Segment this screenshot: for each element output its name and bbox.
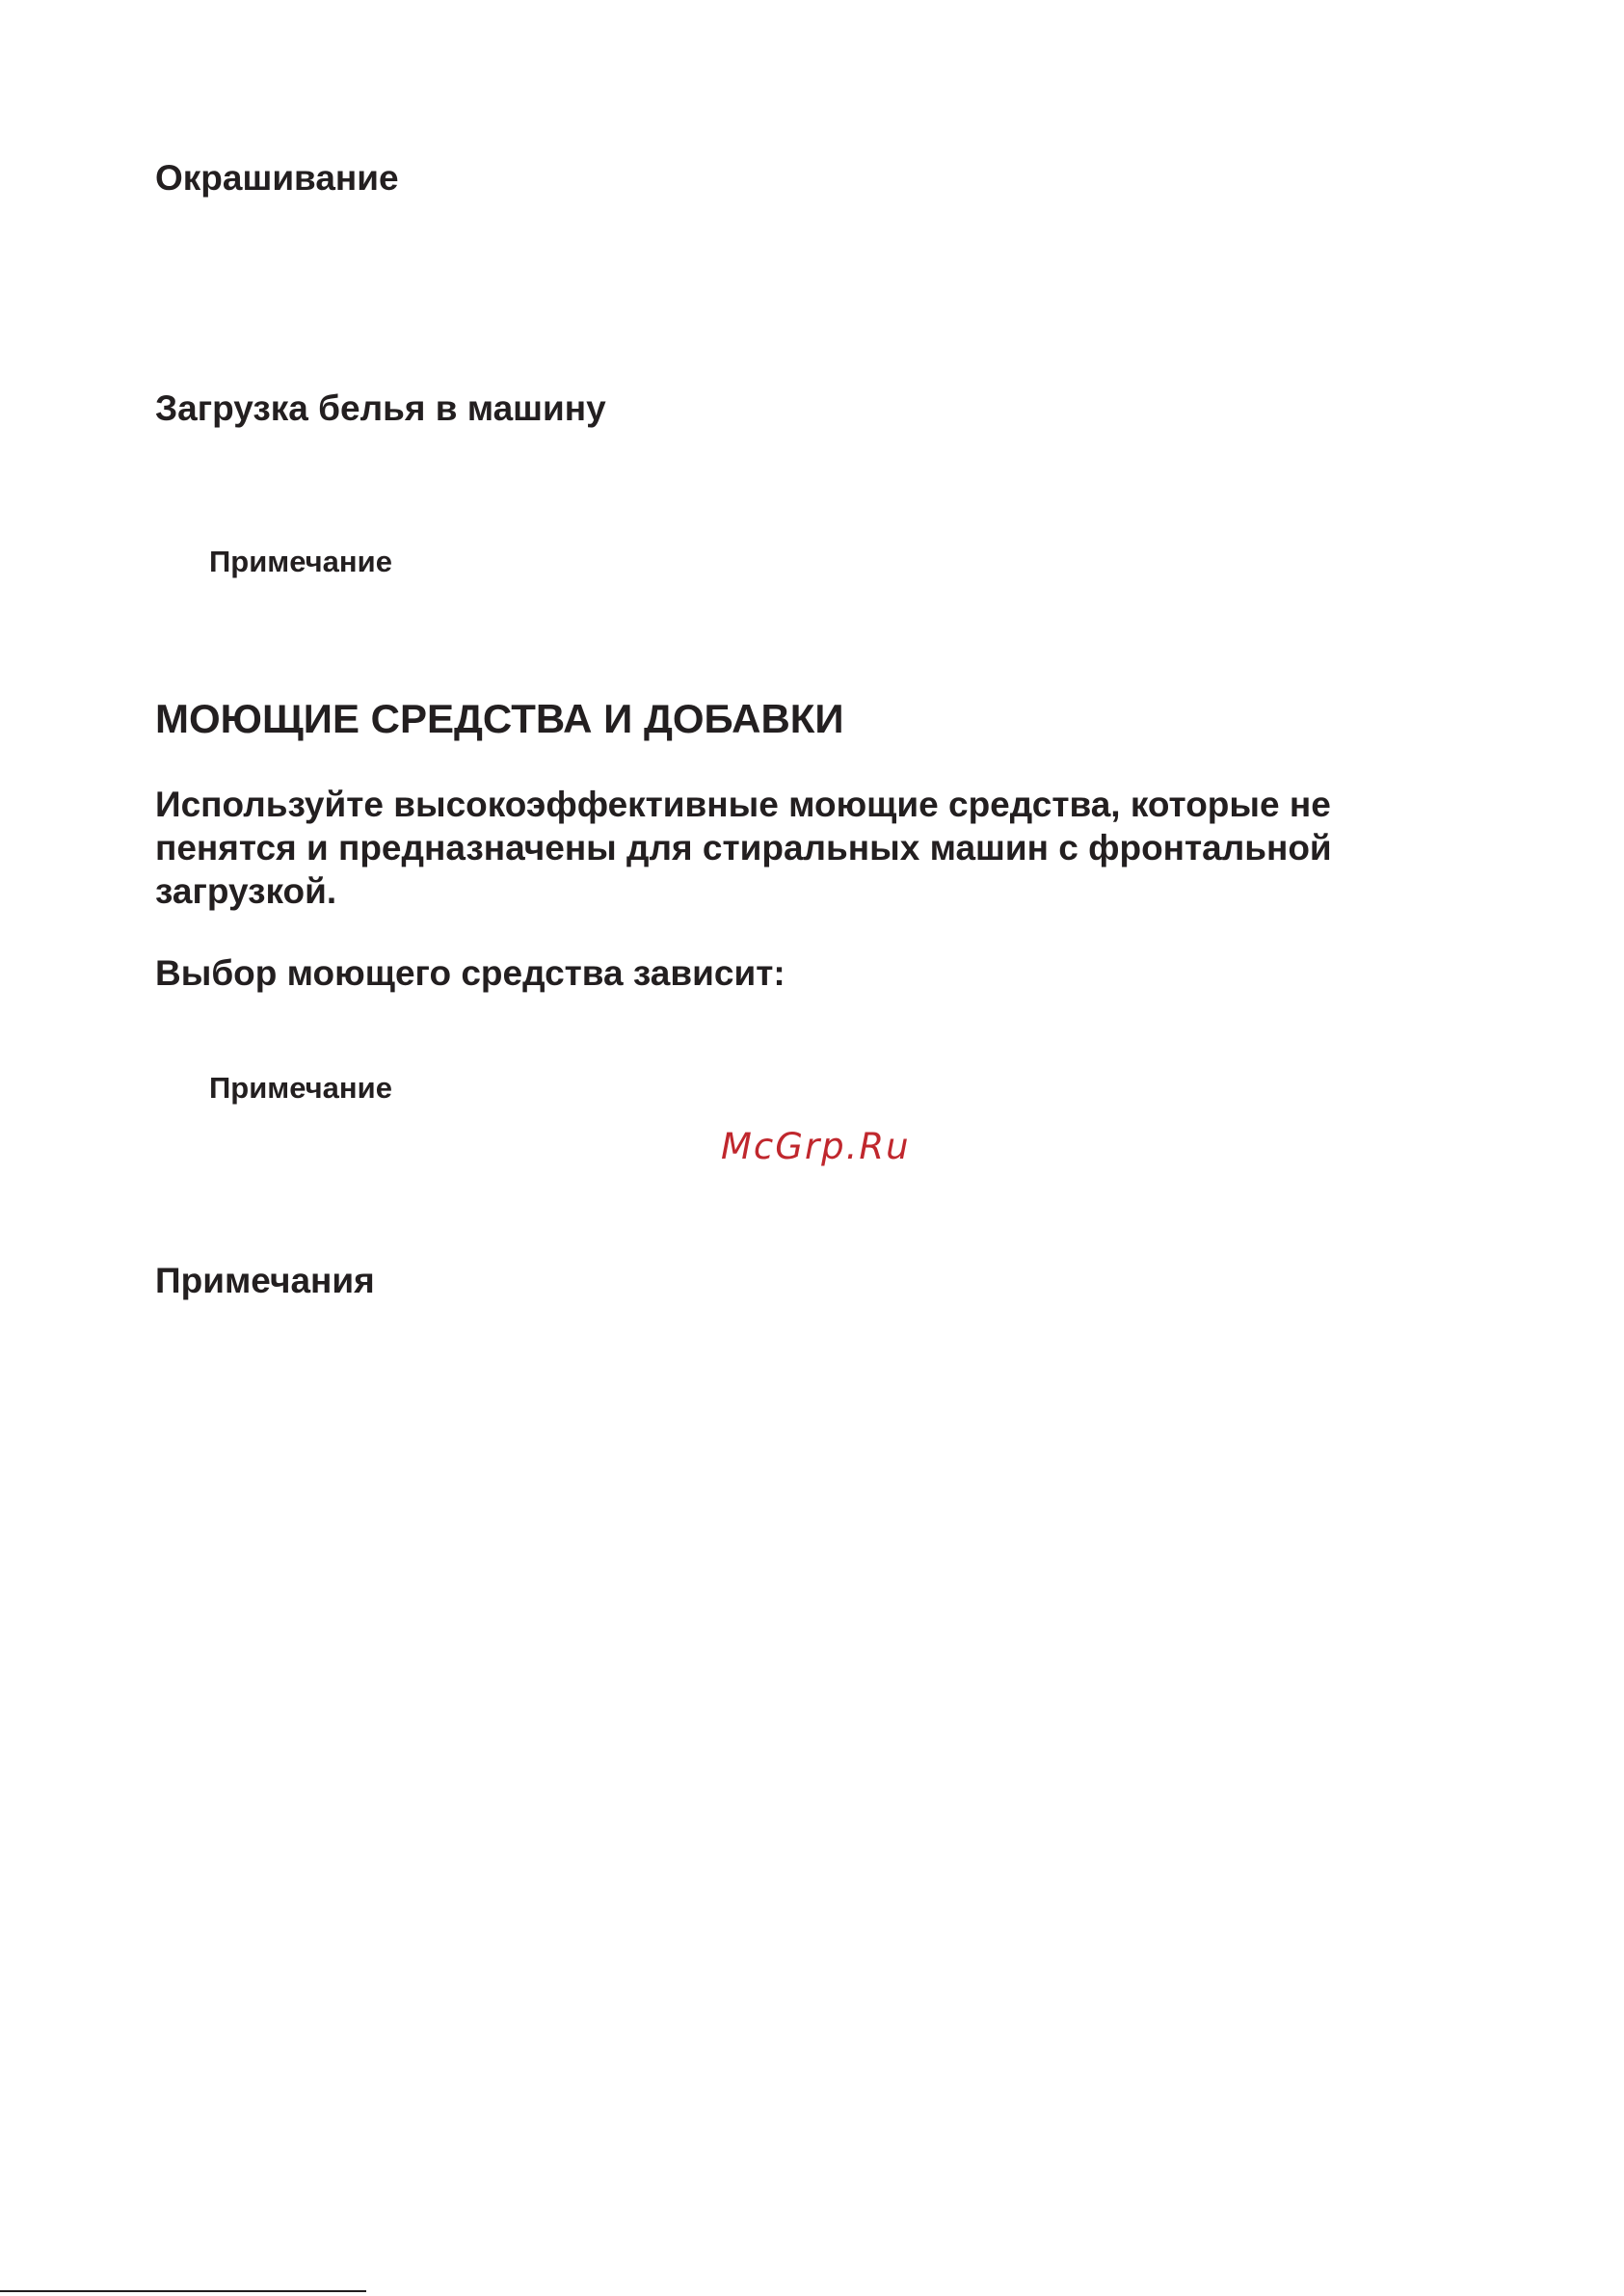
loading-heading: Загрузка белья в машину [155,388,606,428]
dyeing-heading: Окрашивание [155,158,399,198]
choice-heading: Выбор моющего средства зависит: [155,953,785,993]
footer-rule [0,2290,366,2292]
detergents-heading: МОЮЩИЕ СРЕДСТВА И ДОБАВКИ [155,696,844,741]
detergents-paragraph-line-1: Используйте высокоэффективные моющие средства, которые не [155,785,1331,824]
detergents-paragraph-line-2: пенятся и предназначены для стиральных машин с фронтальной [155,828,1332,868]
notes-heading: Примечания [155,1261,375,1300]
detergents-paragraph-line-3: загрузкой. [155,871,337,911]
watermark-link[interactable]: McGrp.Ru [721,1126,911,1167]
note-label-2: Примечание [209,1071,392,1105]
note-label-1: Примечание [209,545,392,578]
detergents-paragraph [155,783,1504,913]
